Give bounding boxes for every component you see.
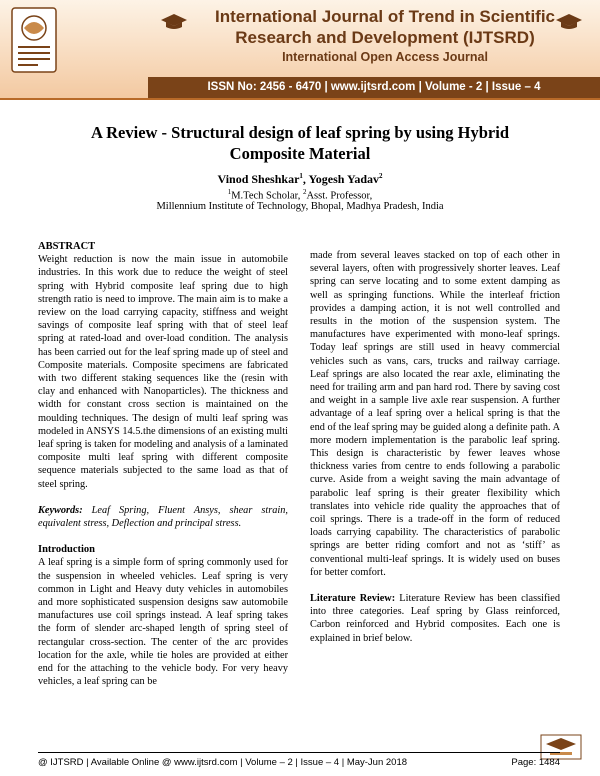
body-paragraph: made from several leaves stacked on top of each other in several layers, often with progressively shorter leaves. Leaf spring can serve locating and to some extent damping as well as springing functions. While the interleaf friction provides a damping action, it is not well controlled and results in the motion of the suspension system. The manufactures have experimented with mono-leaf springs. Today leaf springs are still used in heavy commercial vehicles such as vans, cars, trucks and railway carriage. Leaf springs are also located the rear axle, eliminating the need for trailing arm and pan hard rod. There by saving cost and weight in a sample live axle rear suspension. A further advantage of a leaf spring over a helical spring is that the end of the leaf spring may be guided along a definite path. A more modern implementation is the parabolic leaf spring. This design is characteristic by fewer leaves whose thickness varies from centre to ends following a parabolic curve. Aside from a weight saving the main advantage of parabolic leaf spring is their greater flexibility which translates into vehicle ride quality the approaches that of coil springs. There is a trade-off in the form of reduced loads carrying capability. The characteristics of parabolic springs are better riding comfort and not as ‘stiff’ as conventional multi-leaf springs. It is widely used on buses for better comfort. bbox=[310, 250, 560, 578]
author-roles bbox=[40, 188, 560, 202]
right-column bbox=[310, 249, 560, 645]
affiliation-mark: 2 bbox=[302, 188, 307, 196]
author-role: M.Tech Scholar, bbox=[231, 190, 303, 202]
page-number: Page: 1484 bbox=[511, 757, 560, 768]
journal-name-line1: International Journal of Trend in Scientific bbox=[214, 7, 556, 26]
keywords-label: Keywords: bbox=[38, 504, 83, 516]
footer-citation: @ IJTSRD | Available Online @ www.ijtsrd.com | Volume – 2 | Issue – 4 | May-Jun 2018 bbox=[38, 757, 408, 768]
footer-divider bbox=[38, 752, 560, 753]
journal-logo-icon bbox=[10, 6, 58, 74]
author-affiliation-mark: 1 bbox=[299, 172, 303, 180]
left-column bbox=[38, 240, 288, 689]
paper-title bbox=[40, 122, 560, 164]
affiliation-institute: Millennium Institute of Technology, Bhopal, Madhya Pradesh, India bbox=[156, 201, 444, 212]
abstract-text: Weight reduction is now the main issue in automobile industries. In this work due to reduce the weight of steel spring with Hybrid composite leaf spring due to high strength ratio is need to improve. The main aim is to make a review on the load carrying capacity, stiffness and weight savings of composite leaf spring with that of steel leaf spring at rated-load and over-load condition. The analysis has been carried out for the leaf spring made up of steel and Composite materials. Composite specimens are fabricated with two different staking sequences like the (resin with clay and enhanced with Nanoparticles). The thickness and width for constant cross section is maintained on the moulding techniques. The design of multi leaf spring was modeled in ANSYS 14.5.the dimensions of an existing multi leaf spring is taken for modeling and analysis of a laminated composite multi leaf spring with different composite sequence materials subjected to the same load as that of steel spring. bbox=[38, 254, 288, 490]
author-name: Yogesh Yadav bbox=[308, 172, 380, 186]
introduction-heading: Introduction bbox=[38, 544, 95, 556]
author-affiliation-mark: 2 bbox=[379, 172, 383, 180]
keywords-text: Leaf Spring, Fluent Ansys, shear strain, equivalent stress, Deflection and principal stress. bbox=[38, 504, 288, 530]
journal-banner bbox=[0, 0, 600, 98]
paper-title-line2: Composite Material bbox=[229, 144, 371, 163]
banner-divider bbox=[0, 98, 600, 100]
journal-name bbox=[190, 6, 580, 48]
keywords bbox=[38, 504, 288, 530]
abstract-heading: ABSTRACT bbox=[38, 241, 96, 252]
paper-title-line1: A Review - Structural design of leaf spring by using Hybrid bbox=[90, 123, 510, 142]
introduction-text: A leaf spring is a simple form of spring commonly used for the suspension in wheeled vehicles. Leaf spring is very common in Light and Heavy duty vehicles in automobiles and more sophisticated suspension designs saw automobile manufactures use coil springs instead. A leaf spring takes the form of slender arc-shaped length of spring steel of rectangular cross-section. The center of the arc provides location for the axle, while tie holes are provided at either end for the attaching to the vehicle body. For very heavy vehicles, a leaf spring can be bbox=[38, 557, 288, 688]
affiliation-mark: 1 bbox=[227, 188, 232, 196]
author-list bbox=[40, 172, 560, 187]
journal-name-line2: Research and Development (IJTSRD) bbox=[235, 28, 535, 47]
author-role: Asst. Professor, bbox=[306, 190, 373, 202]
author-separator: , bbox=[302, 172, 309, 186]
literature-review-heading: Literature Review: bbox=[310, 593, 396, 605]
literature-review-paragraph bbox=[310, 592, 560, 645]
literature-review-text: Literature Review has been classified into three categories. Leaf spring by Glass reinforced, Carbon reinforced and Hybrid composites. Each one is explained in brief below. bbox=[310, 593, 560, 644]
author-name: Vinod Sheshkar bbox=[217, 172, 300, 186]
journal-subtitle: International Open Access Journal bbox=[282, 50, 488, 64]
graduation-cap-icon bbox=[160, 13, 188, 31]
issn-bar: ISSN No: 2456 - 6470 | www.ijtsrd.com | Volume - 2 | Issue – 4 bbox=[148, 77, 600, 98]
